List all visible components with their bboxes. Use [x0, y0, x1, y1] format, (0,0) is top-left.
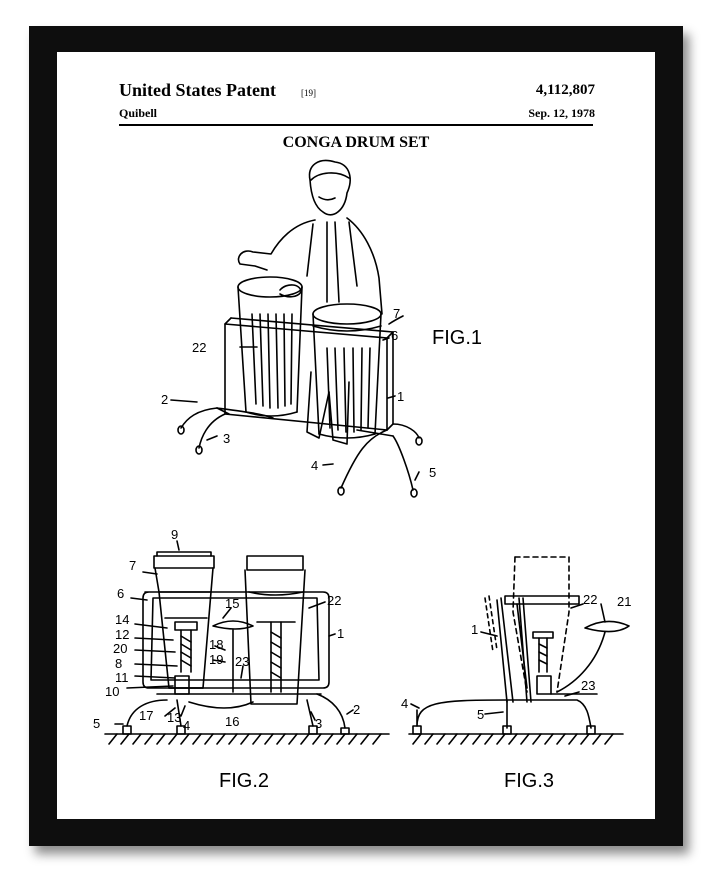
fig1-label: FIG.1	[432, 327, 483, 349]
fig1-drawing	[171, 161, 422, 497]
fig1-ref: 1	[397, 389, 405, 404]
fig2-ref: 13	[167, 710, 182, 725]
fig1-ref: 2	[161, 392, 169, 407]
fig2-ref: 1	[337, 626, 345, 641]
patent-number: 4,112,807	[535, 82, 595, 98]
inventor-name: Quibell	[119, 106, 158, 120]
fig2-ref: 23	[235, 654, 250, 669]
fig2-label: FIG.2	[219, 770, 270, 792]
fig1-ref: 3	[223, 431, 231, 446]
fig2-ref: 22	[327, 593, 342, 608]
fig3-ref: 23	[581, 678, 596, 693]
fig2-ref: 4	[183, 718, 191, 733]
fig1-ref: 6	[391, 328, 399, 343]
fig2-ref: 6	[117, 586, 125, 601]
fig1-ref: 7	[393, 306, 401, 321]
fig2-ref: 3	[315, 716, 323, 731]
fig2-ref: 17	[139, 708, 154, 723]
fig2-ref: 11	[115, 670, 129, 685]
fig3-ref: 5	[477, 707, 485, 722]
fig1-ref: 22	[192, 340, 207, 355]
fig2-ref: 2	[353, 702, 361, 717]
fig3-label: FIG.3	[504, 770, 555, 792]
fig2-ref: 7	[129, 558, 137, 573]
fig2-ref: 16	[225, 714, 240, 729]
fig2-ref: 19	[209, 652, 224, 667]
fig3-ref: 22	[583, 592, 598, 607]
fig1-ref: 4	[311, 458, 319, 473]
fig2-ref: 18	[209, 637, 224, 652]
fig3-ref: 4	[401, 696, 409, 711]
fig3-ref: 1	[471, 622, 479, 637]
patent-sheet	[57, 52, 655, 819]
fig1-ref: 5	[429, 465, 437, 480]
fig2-ref: 8	[115, 656, 123, 671]
fig2-ref: 9	[171, 527, 179, 542]
patent-drawings	[57, 52, 655, 819]
fig2-ref: 10	[105, 684, 120, 699]
fig3-ref: 21	[617, 594, 632, 609]
patent-title: CONGA DRUM SET	[282, 134, 430, 151]
fig2-ref: 5	[93, 716, 101, 731]
fig2-ref: 14	[115, 612, 130, 627]
patent-agency-ref: [19]	[301, 88, 316, 98]
fig2-ref: 12	[115, 627, 130, 642]
fig2-ref: 20	[113, 641, 128, 656]
fig2-ref: 15	[225, 596, 240, 611]
patent-date: Sep. 12, 1978	[528, 106, 595, 120]
patent-agency: United States Patent	[119, 80, 276, 100]
fig3-drawing	[409, 557, 632, 744]
